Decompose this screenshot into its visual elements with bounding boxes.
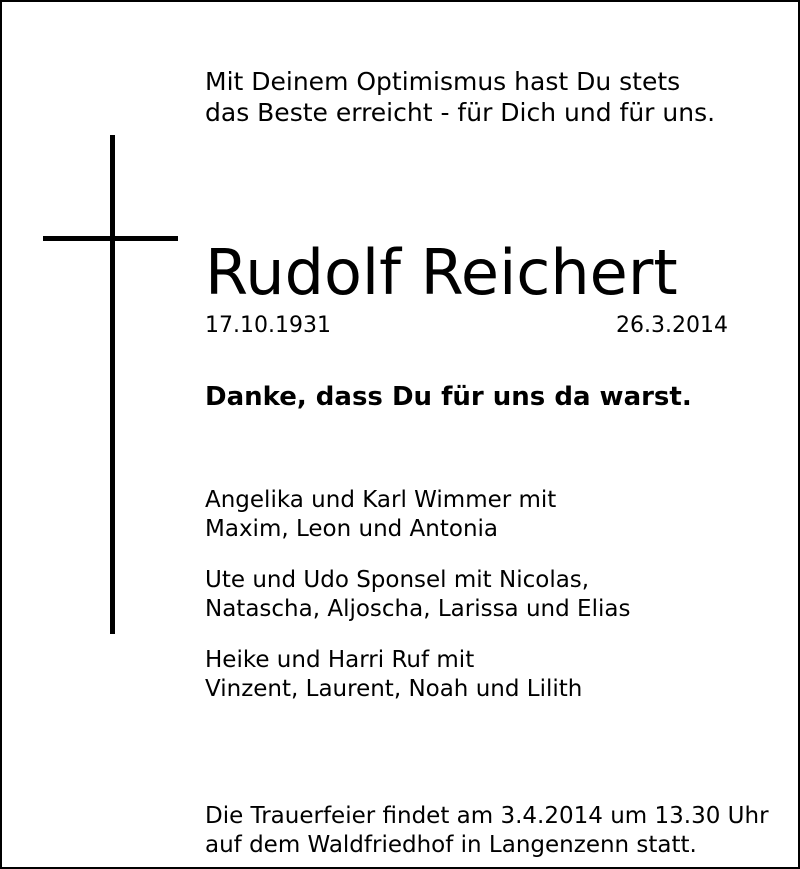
family-line-2: Maxim, Leon und Antonia xyxy=(205,516,499,542)
verse-line-1: Mit Deinem Optimismus hast Du stets xyxy=(205,67,681,96)
family-line-1: Angelika und Karl Wimmer mit xyxy=(205,487,557,513)
family-group xyxy=(205,486,728,544)
cross-horizontal-bar xyxy=(43,236,178,241)
life-dates xyxy=(205,313,728,339)
funeral-details xyxy=(205,802,769,860)
family-group xyxy=(205,566,728,624)
funeral-line-2: auf dem Waldfriedhof in Langenzenn statt. xyxy=(205,832,697,858)
family-line-1: Ute und Udo Sponsel mit Nicolas, xyxy=(205,567,590,593)
thanks-message: Danke, dass Du für uns da warst. xyxy=(205,382,692,412)
death-date: 26.3.2014 xyxy=(616,313,728,338)
deceased-name: Rudolf Reichert xyxy=(205,236,678,309)
verse-line-2: das Beste erreicht - für Dich und für uns. xyxy=(205,98,716,127)
family-group xyxy=(205,646,728,704)
birth-date: 17.10.1931 xyxy=(205,313,331,338)
memorial-verse xyxy=(205,66,728,128)
family-line-2: Vinzent, Laurent, Noah und Lilith xyxy=(205,676,583,702)
funeral-line-1: Die Trauerfeier findet am 3.4.2014 um 13.30 Uhr xyxy=(205,803,769,829)
survivors-list xyxy=(205,486,728,704)
deceased-name-block xyxy=(205,236,728,309)
family-line-1: Heike und Harri Ruf mit xyxy=(205,647,475,673)
family-line-2: Natascha, Aljoscha, Larissa und Elias xyxy=(205,596,631,622)
cross-vertical-bar xyxy=(110,135,115,634)
